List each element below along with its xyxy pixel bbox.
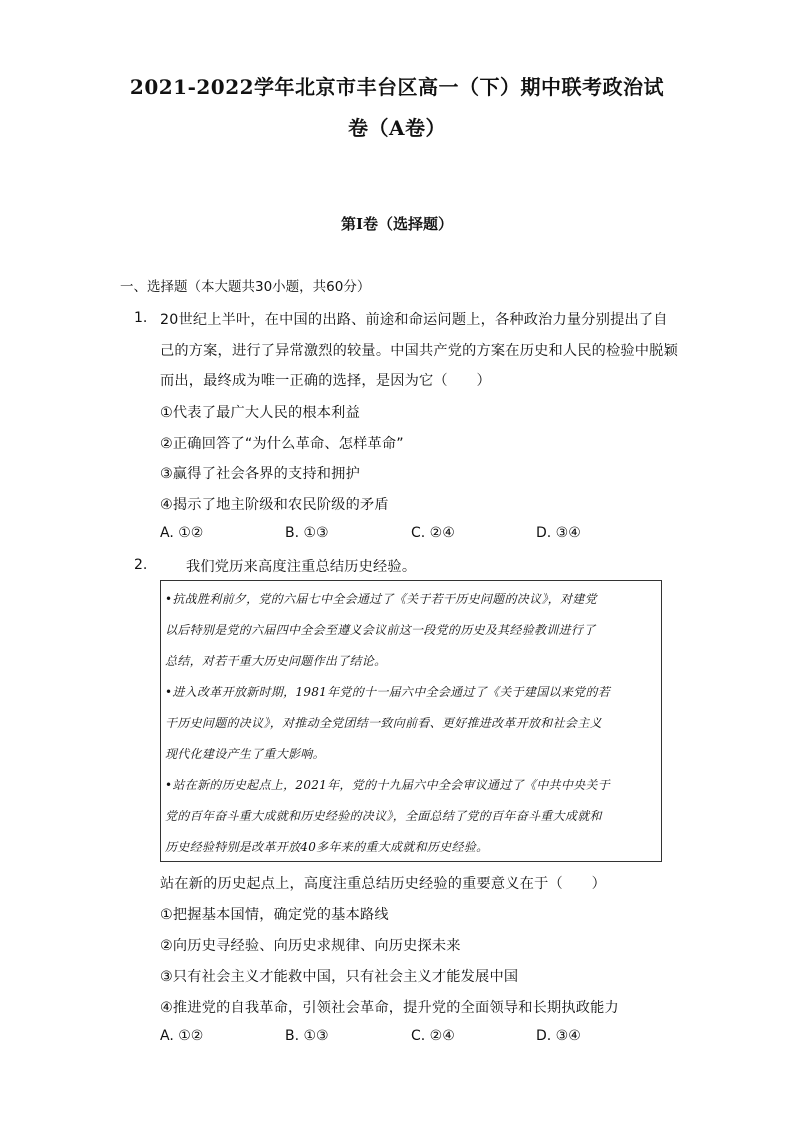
question-2-option-a[interactable]: A. ①② — [160, 1028, 204, 1044]
material-line-6: 现代化建设产生了重大影响。 — [165, 747, 325, 761]
material-line-7: •站在新的历史起点上，2021年，党的十九届六中全会审议通过了《中共中央关于 — [165, 778, 611, 792]
exam-title-line-2: 卷（A卷） — [347, 116, 447, 140]
question-2-option-c[interactable]: C. ②④ — [411, 1028, 455, 1044]
exam-title-line-1: 2021-2022学年北京市丰台区高一（下）期中联考政治试 — [129, 75, 665, 99]
part-header: 一、选择题（本大题共30小题，共60分） — [120, 279, 371, 295]
question-2-statement-3: ③只有社会主义才能救中国，只有社会主义才能发展中国 — [160, 969, 519, 985]
question-1-statement-3: ③赢得了社会各界的支持和拥护 — [160, 466, 360, 482]
question-1-options — [160, 525, 640, 545]
material-line-4: •进入改革开放新时期，1981年党的十一届六中全会通过了《关于建国以来党的若 — [165, 685, 611, 699]
question-1-statement-2: ②正确回答了“为什么革命、怎样革命” — [160, 436, 404, 452]
question-1-stem-line-1: 20世纪上半叶，在中国的出路、前途和命运问题上，各种政治力量分别提出了自 — [160, 312, 668, 328]
material-line-8: 党的百年奋斗重大成就和历史经验的决议》，全面总结了党的百年奋斗重大成就和 — [165, 809, 602, 823]
question-1-stem-line-2: 己的方案，进行了异常激烈的较量。中国共产党的方案在历史和人民的检验中脱颖 — [160, 343, 678, 359]
question-1-option-a[interactable]: A. ①② — [160, 525, 204, 541]
question-2-question: 站在新的历史起点上，高度注重总结历史经验的重要意义在于（ ） — [160, 876, 607, 892]
question-2-option-b[interactable]: B. ①③ — [285, 1028, 329, 1044]
question-2-option-d[interactable]: D. ③④ — [536, 1028, 581, 1044]
question-2-options — [160, 1028, 640, 1048]
material-line-1: •抗战胜利前夕，党的六届七中全会通过了《关于若干历史问题的决议》，对建党 — [165, 592, 597, 606]
question-1-option-c[interactable]: C. ②④ — [411, 525, 455, 541]
question-2-statement-4: ④推进党的自我革命，引领社会革命，提升党的全面领导和长期执政能力 — [160, 1000, 619, 1016]
material-line-9: 历史经验特别是改革开放40多年来的重大成就和历史经验。 — [165, 840, 489, 854]
question-1-statement-4: ④揭示了地主阶级和农民阶级的矛盾 — [160, 497, 389, 513]
material-line-2: 以后特别是党的六届四中全会至遵义会议前这一段党的历史及其经验教训进行了 — [165, 623, 596, 637]
question-2-statement-2: ②向历史寻经验、向历史求规律、向历史探未来 — [160, 938, 461, 954]
question-2-material-box — [160, 580, 662, 862]
question-2-number: 2. — [134, 557, 148, 573]
question-1-number: 1. — [134, 310, 148, 326]
question-1-statement-1: ①代表了最广大人民的根本利益 — [160, 405, 360, 421]
question-2-intro: 我们党历来高度注重总结历史经验。 — [186, 559, 417, 575]
question-1-stem-line-3: 而出，最终成为唯一正确的选择，是因为它（ ） — [160, 373, 491, 389]
question-2-statement-1: ①把握基本国情，确定党的基本路线 — [160, 907, 389, 923]
question-1-option-b[interactable]: B. ①③ — [285, 525, 329, 541]
question-1-option-d[interactable]: D. ③④ — [536, 525, 581, 541]
material-line-5: 干历史问题的决议》，对推动全党团结一致向前看、更好推进改革开放和社会主义 — [165, 716, 602, 730]
section-title: 第I卷（选择题） — [340, 215, 454, 233]
material-line-3: 总结，对若干重大历史问题作出了结论。 — [165, 654, 387, 668]
